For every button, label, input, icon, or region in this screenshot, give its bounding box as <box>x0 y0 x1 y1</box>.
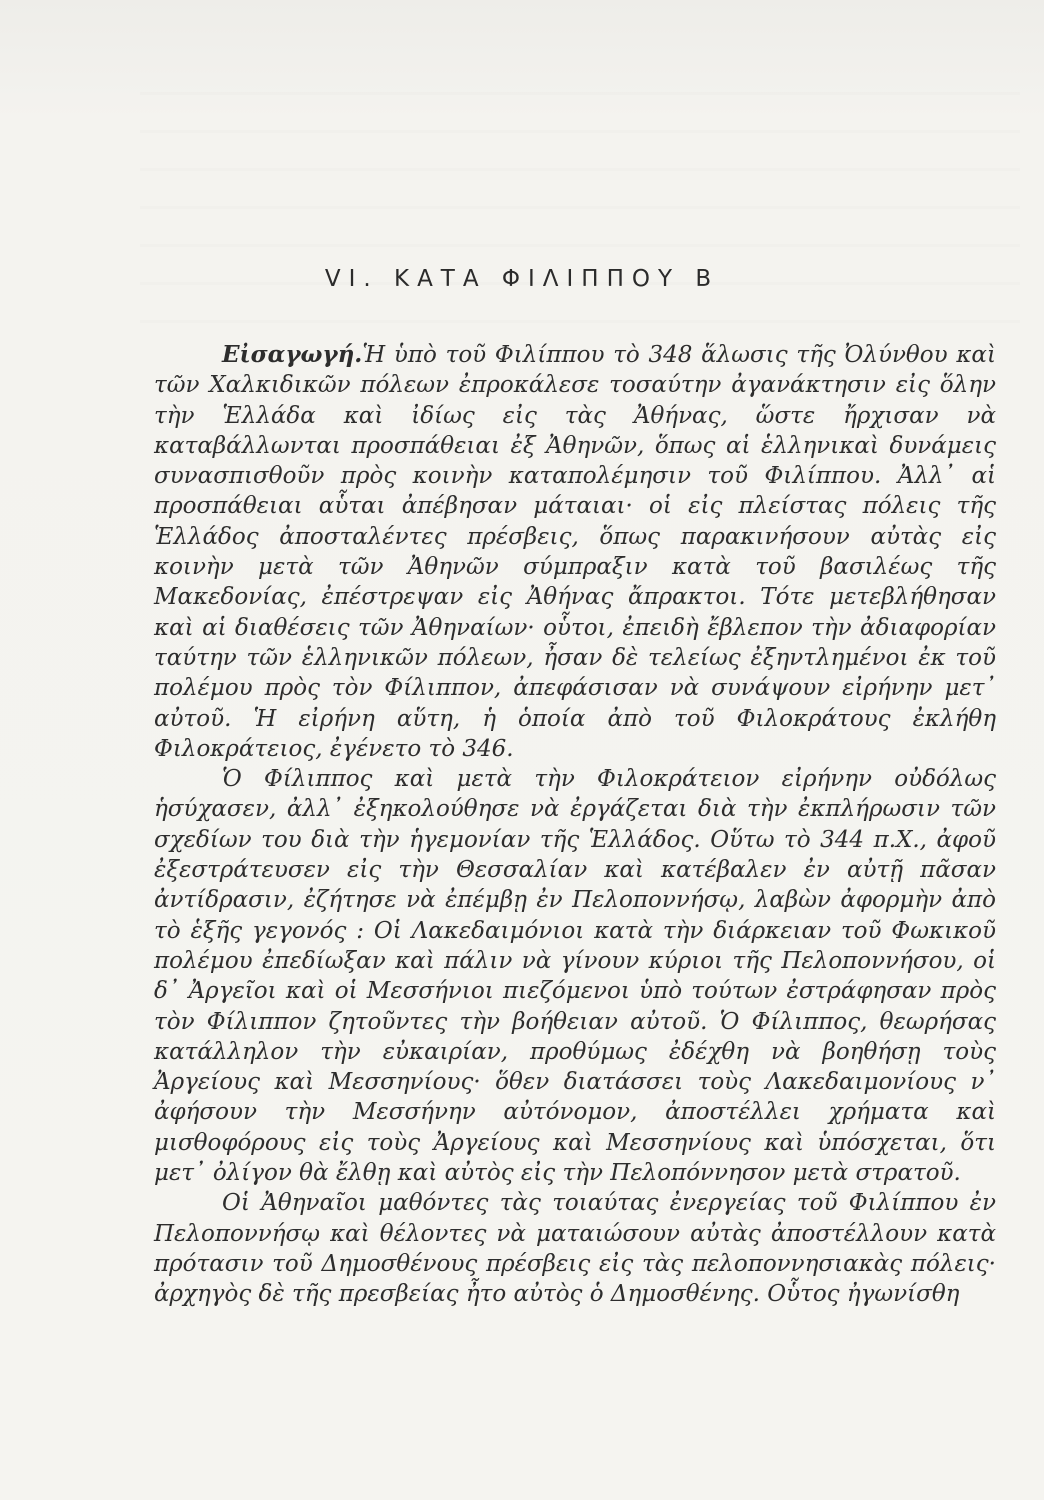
paragraph-text: Οἱ Ἀθηναῖοι μαθόντες τὰς τοιαύτας ἐνεργείας τοῦ Φιλίππου ἐν Πελοποννήσῳ καὶ θέλοντες νὰ ματαιώσουν αὐτὰς ἀποστέλλουν κατὰ πρότασιν τοῦ Δημοσθένους πρέσβεις εἰς τὰς πελοποννησιακὰς πόλεις· ἀρχηγὸς δὲ τῆς πρεσβείας ἦτο αὐτὸς ὁ Δημοσθένης. Οὗτος ἠγωνίσθη <box>154 1190 996 1308</box>
paragraph-text: Ὁ Φίλιππος καὶ μετὰ τὴν Φιλοκράτειον εἰρήνην οὐδόλως ἡσύχασεν, ἀλλ᾽ ἐξηκολούθησε νὰ ἐργάζεται διὰ τὴν ἐκπλήρωσιν τῶν σχεδίων του διὰ τὴν ἡγεμονίαν τῆς Ἑλλάδος. Οὕτω τὸ 344 π.Χ., ἀφοῦ ἐξεστράτευσεν εἰς τὴν Θεσσαλίαν καὶ κατέβαλεν ἐν αὐτῇ πᾶσαν ἀντίδρασιν, ἐζήτησε νὰ ἐπέμβῃ ἐν Πελοποννήσῳ, λαβὼν ἀφορμὴν ἀπὸ τὸ ἑξῆς γεγονός : Οἱ Λακεδαιμόνιοι κατὰ τὴν διάρκειαν τοῦ Φωκικοῦ πολέμου ἐπεδίωξαν καὶ πάλιν νὰ γίνουν κύριοι τῆς Πελοποννήσου, οἱ δ᾽ Ἀργεῖοι καὶ οἱ Μεσσήνιοι πιεζόμενοι ὑπὸ τούτων ἐστράφησαν πρὸς τὸν Φίλιππον ζητοῦντες τὴν βοήθειαν αὐτοῦ. Ὁ Φίλιππος, θεωρήσας κατάλληλον τὴν εὐκαιρίαν, προθύμως ἐδέχθη νὰ βοηθήσῃ τοὺς Ἀργείους καὶ Μεσσηνίους· ὅθεν διατάσσει τοὺς Λακεδαιμονίους ν᾽ ἀφήσουν τὴν Μεσσήνην αὐτόνομον, ἀποστέλλει χρήματα καὶ μισθοφόρους εἰς τοὺς Ἀργείους καὶ Μεσσηνίους καὶ ὑπόσχεται, ὅτι μετ᾽ ὀλίγον θὰ ἔλθῃ καὶ αὐτὸς εἰς τὴν Πελοπόννησον μετὰ στρατοῦ. <box>154 766 996 1187</box>
paragraph-third <box>154 1188 996 1309</box>
chapter-title: VI. ΚΑΤΑ ΦΙΛΙΠΠΟΥ Β <box>324 266 720 292</box>
paragraph-introduction <box>154 340 996 764</box>
section-heading-introduction: Εἰσαγωγή. <box>222 341 363 368</box>
paragraph-text: Ἡ ὑπὸ τοῦ Φιλίππου τὸ 348 ἅλωσις τῆς Ὀλύνθου καὶ τῶν Χαλκιδικῶν πόλεων ἐπροκάλεσε τοσαύτην ἀγανάκτησιν εἰς ὅλην τὴν Ἑλλάδα καὶ ἰδίως εἰς τὰς Ἀθήνας, ὥστε ἤρχισαν νὰ καταβάλλωνται προσπάθειαι ἐξ Ἀθηνῶν, ὅπως αἱ ἑλληνικαὶ δυνάμεις συνασπισθοῦν πρὸς κοινὴν καταπολέμησιν τοῦ Φιλίππου. Ἀλλ᾽ αἱ προσπάθειαι αὗται ἀπέβησαν μάταιαι· οἱ εἰς πλείστας πόλεις τῆς Ἑλλάδος ἀποσταλέντες πρέσβεις, ὅπως παρακινήσουν αὐτὰς εἰς κοινὴν μετὰ τῶν Ἀθηνῶν σύμπραξιν κατὰ τοῦ βασιλέως τῆς Μακεδονίας, ἐπέστρεψαν εἰς Ἀθήνας ἄπρακτοι. Τότε μετεβλήθησαν καὶ αἱ διαθέσεις τῶν Ἀθηναίων· οὗτοι, ἐπειδὴ ἔβλεπον τὴν ἀδιαφορίαν ταύτην τῶν ἑλληνικῶν πόλεων, ἦσαν δὲ τελείως ἐξηντλημένοι ἐκ τοῦ πολέμου πρὸς τὸν Φίλιππον, ἀπεφάσισαν νὰ συνάψουν εἰρήνην μετ᾽ αὐτοῦ. Ἡ εἰρήνη αὕτη, ἡ ὁποία ἀπὸ τοῦ Φιλοκράτους ἐκλήθη Φιλοκράτειος, ἐγένετο τὸ 346. <box>154 342 996 762</box>
show-through-shadow <box>140 92 1020 332</box>
body-text <box>154 340 996 1310</box>
paragraph-second <box>154 764 996 1188</box>
